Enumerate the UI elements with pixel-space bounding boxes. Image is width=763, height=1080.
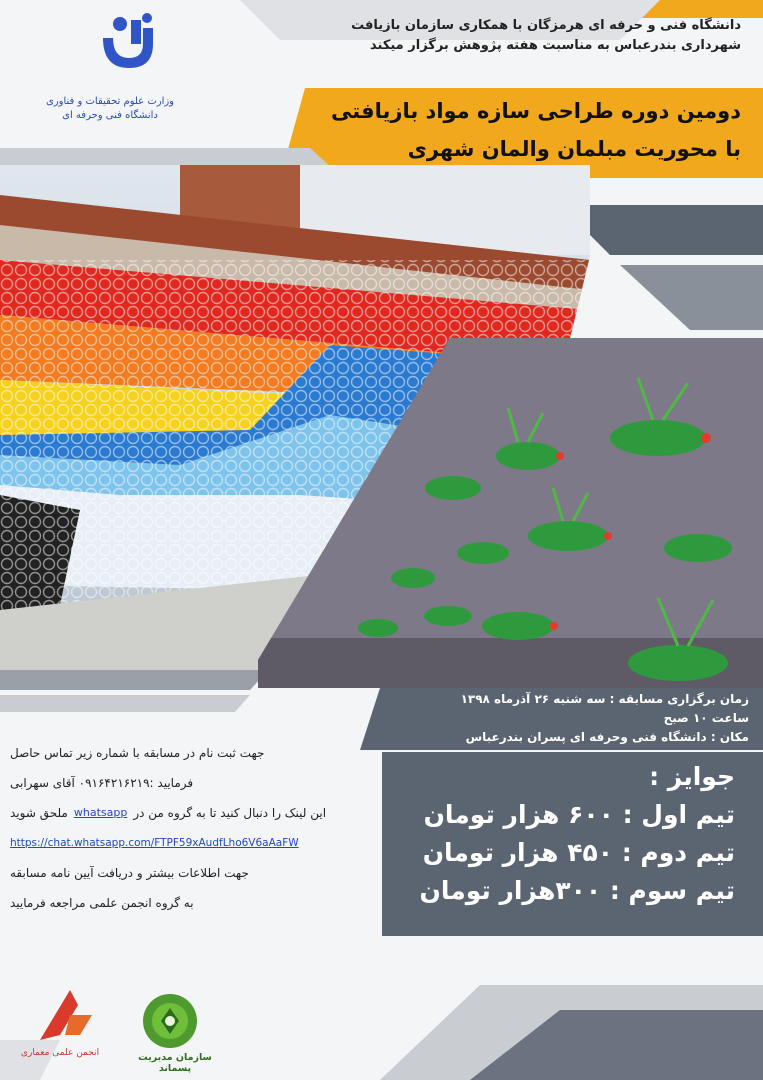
prize-second: تیم دوم : ۴۵۰ هزار تومان (422, 838, 735, 867)
registration-info (10, 738, 378, 918)
organizer-text (311, 16, 741, 56)
waste-management-caption: سازمان مدیریت پسماند (138, 1052, 212, 1074)
registration-line3 (10, 798, 378, 828)
organizer-line2: شهرداری بندرعباس به مناسبت هفته پژوهش برگزار میکند (370, 38, 741, 53)
event-location: مکان : دانشگاه فنی وحرفه ای پسران بندرعباس (465, 730, 749, 744)
ministry-line1: وزارت علوم تحقیقات و فناوری (45, 96, 175, 107)
prizes-heading: جوایز : (649, 762, 735, 791)
registration-line3-before: این لینک را دنبال کنید تا به گروه من در (133, 806, 327, 820)
whatsapp-link-word[interactable]: whatsapp (73, 806, 128, 819)
registration-link-line (10, 828, 378, 858)
registration-line3-after: ملحق شوید (10, 806, 68, 820)
event-datetime: زمان برگزاری مسابقه : سه شنبه ۲۶ آذرماه ۱۳۹۸ (460, 692, 749, 706)
architecture-association-caption: انجمن علمی معماری (20, 1048, 100, 1058)
event-info (419, 690, 749, 747)
event-title-line1: دومین دوره طراحی سازه مواد بازیافتی (331, 99, 741, 123)
registration-line6: به گروه انجمن علمی مراجعه فرمایید (10, 896, 194, 910)
registration-line1: جهت ثبت نام در مسابقه با شماره زیر تماس حاصل (10, 746, 265, 760)
event-title (281, 92, 741, 168)
registration-line5: جهت اطلاعات بیشتر و دریافت آیین نامه مسابقه (10, 866, 249, 880)
prize-third: تیم سوم : ۳۰۰هزار تومان (419, 876, 735, 905)
architecture-association-logo-icon (30, 985, 100, 1045)
organizer-line1: دانشگاه فنی و حرفه ای هرمزگان با همکاری سازمان بازیافت (351, 18, 741, 33)
university-logo-icon (95, 8, 165, 78)
ministry-caption (10, 95, 210, 123)
prizes-list (395, 758, 735, 910)
prize-first: تیم اول : ۶۰۰ هزار تومان (423, 800, 735, 829)
waste-management-logo-icon (135, 992, 205, 1050)
whatsapp-group-link[interactable]: https://chat.whatsapp.com/FTPF59xAudfLho6V6aAaFW (10, 837, 299, 849)
registration-line2: فرمایید :۰۹۱۶۴۲۱۶۲۱۹ آقای سهرابی (10, 776, 194, 790)
event-title-line2: با محوریت مبلمان والمان شهری (407, 137, 741, 161)
event-hour: ساعت ۱۰ صبح (663, 711, 749, 725)
ministry-line2: دانشگاه فنی وحرفه ای (62, 110, 158, 121)
